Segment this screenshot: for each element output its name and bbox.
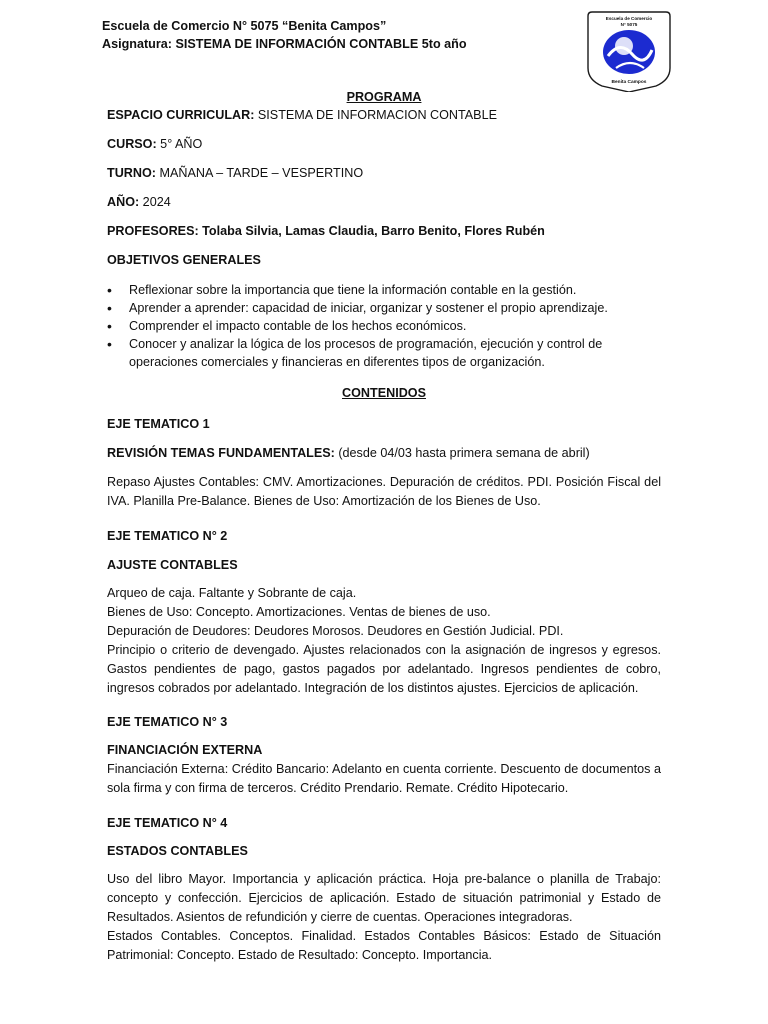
info-anio <box>107 193 661 211</box>
contents-title: CONTENIDOS <box>342 386 426 400</box>
eje4-body <box>107 870 661 965</box>
info-curricular <box>107 106 661 124</box>
eje1-subtitle <box>107 444 661 462</box>
info-label: AÑO: <box>107 195 140 209</box>
eje2-title-text: EJE TEMATICO N° 2 <box>107 529 228 543</box>
eje4-title <box>107 814 661 832</box>
school-header <box>102 17 467 53</box>
info-profesores <box>107 222 661 240</box>
eje2-title <box>107 527 661 545</box>
list-item: • Reflexionar sobre la importancia que tiene la información contable en la gestión. <box>107 281 661 299</box>
eje2-line: Arqueo de caja. Faltante y Sobrante de caja. <box>107 586 357 600</box>
objectives-list <box>107 281 661 371</box>
eje4-line: Estados Contables. Conceptos. Finalidad. Estados Contables Básicos: Estado de Situación Patrimonial: Concepto. Estado de Resultado: Concepto. Importancia. <box>107 929 661 962</box>
list-item: • Aprender a aprender: capacidad de iniciar, organizar y sostener el propio aprendizaje. <box>107 299 661 317</box>
eje2-line: Bienes de Uso: Concepto. Amortizaciones. Ventas de bienes de uso. <box>107 605 491 619</box>
eje3-text: Financiación Externa: Crédito Bancario: Adelanto en cuenta corriente. Descuento de documentos a sola firma y con firma de terceros. Crédito Prendario. Remate. Crédito Hipotecario. <box>107 762 661 795</box>
logo-bottom-text: Benita Campos <box>611 80 647 85</box>
eje2-subtitle-text: AJUSTE CONTABLES <box>107 558 238 572</box>
eje1-title <box>107 415 661 433</box>
info-label: PROFESORES: Tolaba Silvia, Lamas Claudia, Barro Benito, Flores Rubén <box>107 224 545 238</box>
eje4-line: Uso del libro Mayor. Importancia y aplicación práctica. Hoja pre-balance o planilla de Trabajo: concepto y confección. Ejercicios de aplicación. Estado de situación patrimonial y Estado de Resultados. Asientos de refundición y cierre de cuentas. Operaciones integradoras. <box>107 872 661 924</box>
program-title: PROGRAMA <box>346 90 422 104</box>
info-label: ESPACIO CURRICULAR: <box>107 108 255 122</box>
info-curso <box>107 135 661 153</box>
info-label: CURSO: <box>107 137 157 151</box>
eje2-line: Depuración de Deudores: Deudores Morosos. Deudores en Gestión Judicial. PDI. <box>107 624 564 638</box>
info-turno <box>107 164 661 182</box>
eje3-title-text: EJE TEMATICO N° 3 <box>107 715 228 729</box>
eje2-line: Principio o criterio de devengado. Ajustes relacionados con la asignación de ingresos y egresos. Gastos pendientes de pago, gastos pagados por adelantado. Ingresos pendientes de cobro, ingresos cobrados por adelantado. Integración de los distintos ajustes. Ejercicios de aplicación. <box>107 643 661 695</box>
eje3-title <box>107 713 661 731</box>
eje3-subtitle <box>107 741 661 759</box>
info-value: 5° AÑO <box>156 137 203 151</box>
info-label: TURNO: <box>107 166 156 180</box>
eje4-title-text: EJE TEMATICO N° 4 <box>107 816 228 830</box>
info-value: MAÑANA – TARDE – VESPERTINO <box>155 166 364 180</box>
eje1-title-text: EJE TEMATICO 1 <box>107 417 210 431</box>
school-name: Escuela de Comercio N° 5075 “Benita Campos” <box>102 19 387 33</box>
eje4-subtitle-text: ESTADOS CONTABLES <box>107 844 248 858</box>
eje4-subtitle <box>107 842 661 860</box>
eje1-text: Repaso Ajustes Contables: CMV. Amortizaciones. Depuración de créditos. PDI. Posición Fiscal del IVA. Planilla Pre-Balance. Bienes de Uso: Amortización de los Bienes de Uso. <box>107 475 661 508</box>
eje1-subtitle-label: REVISIÓN TEMAS FUNDAMENTALES: <box>107 446 335 460</box>
logo-number-text: N° 5075 <box>620 22 638 27</box>
eje2-subtitle <box>107 556 661 574</box>
objectives-heading <box>107 251 661 269</box>
eje2-body <box>107 584 661 698</box>
subject-name: Asignatura: SISTEMA DE INFORMACIÓN CONTABLE 5to año <box>102 37 467 51</box>
list-item: • Comprender el impacto contable de los hechos económicos. <box>107 317 661 335</box>
logo-top-text: Escuela de Comercio <box>605 16 653 21</box>
info-value: 2024 <box>139 195 171 209</box>
eje3-subtitle-text: FINANCIACIÓN EXTERNA <box>107 743 263 757</box>
school-logo <box>586 10 672 92</box>
info-value: SISTEMA DE INFORMACION CONTABLE <box>254 108 497 122</box>
eje1-subtitle-extra: (desde 04/03 hasta primera semana de abril) <box>334 446 590 460</box>
list-item: • Conocer y analizar la lógica de los procesos de programación, ejecución y control de operaciones comerciales y financieras en diferentes tipos de organización. <box>107 335 661 371</box>
objectives-heading-text: OBJETIVOS GENERALES <box>107 253 261 267</box>
